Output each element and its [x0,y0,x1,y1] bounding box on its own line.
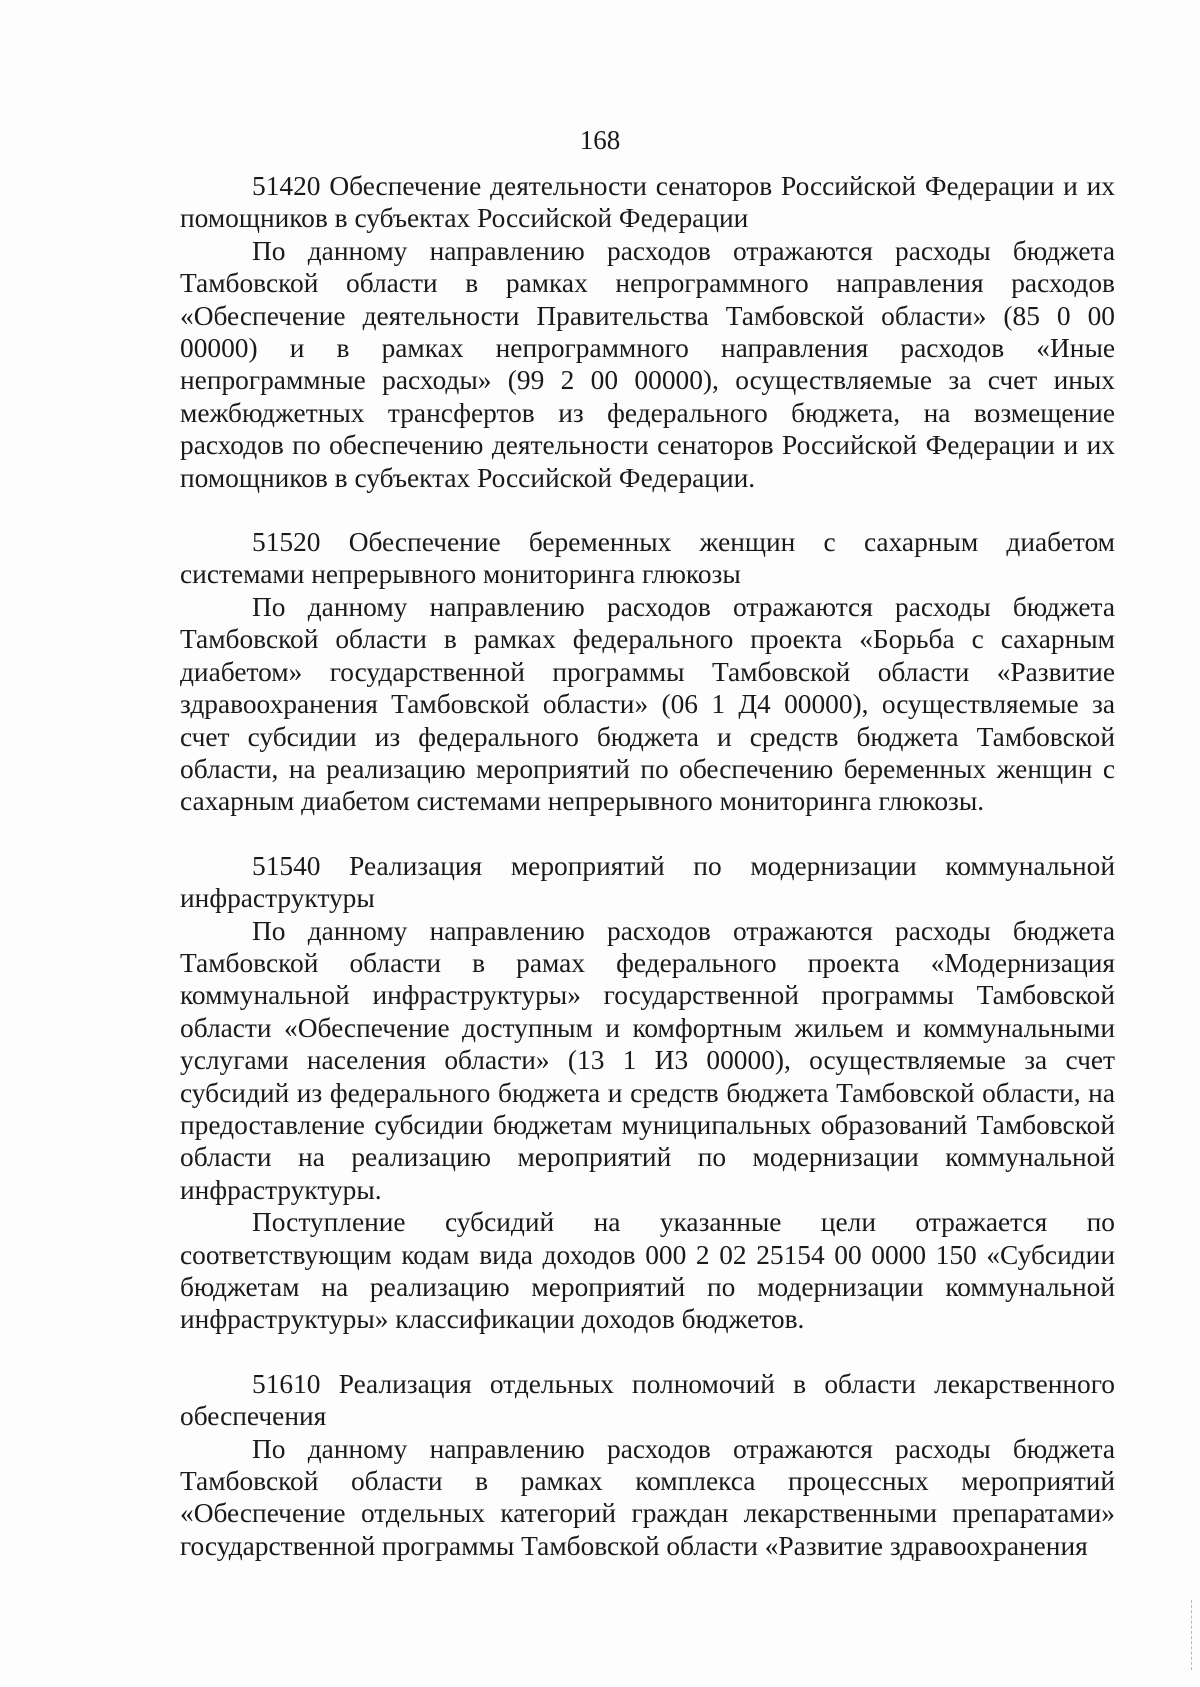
section-51610 [180,1368,1115,1562]
section-paragraph: По данному направлению расходов отражаются расходы бюджета Тамбовской области в рамах федерального проекта «Модернизация коммунальной инфраструктуры» государственной программы Тамбовской области «Обеспечение доступным и комфортным жильем и коммунальными услугами населения области» (13 1 И3 00000), осуществляемые за счет субсидий из федерального бюджета и средств бюджета Тамбовской области, на предоставление субсидии бюджетам муниципальных образований Тамбовской области на реализацию мероприятий по модернизации коммунальной инфраструктуры. [180,915,1115,1205]
section-51420 [180,170,1115,494]
section-51540 [180,850,1115,1336]
document-body [180,170,1115,1562]
section-paragraph: По данному направлению расходов отражаются расходы бюджета Тамбовской области в рамках непрограммного направления расходов «Обеспечение деятельности Правительства Тамбовской области» (85 0 00 00000) и в рамках непрограммного направления расходов «Иные непрограммные расходы» (99 2 00 00000), осуществляемые за счет иных межбюджетных трансфертов из федерального бюджета, на возмещение расходов по обеспечению деятельности сенаторов Российской Федерации и их помощников в субъектах Российской Федерации. [180,235,1115,493]
scan-edge-mark [1191,1600,1194,1670]
page-number: 168 [579,125,621,155]
section-heading: 51610 Реализация отдельных полномочий в области лекарственного обеспечения [180,1368,1115,1432]
section-heading: 51420 Обеспечение деятельности сенаторов Российской Федерации и их помощников в субъектах Российской Федерации [180,171,1115,234]
section-paragraph: По данному направлению расходов отражаются расходы бюджета Тамбовской области в рамках комплекса процессных мероприятий «Обеспечение отдельных категорий граждан лекарственными препаратами» государственной программы Тамбовской области «Развитие здравоохранения [180,1433,1115,1561]
section-paragraph: Поступление субсидий на указанные цели отражается по соответствующим кодам вида доходов 000 2 02 25154 00 0000 150 «Субсидии бюджетам на реализацию мероприятий по модернизации коммунальной инфраструктуры» классификации доходов бюджетов. [180,1207,1115,1335]
section-paragraph: По данному направлению расходов отражаются расходы бюджета Тамбовской области в рамках федерального проекта «Борьба с сахарным диабетом» государственной программы Тамбовской области «Развитие здравоохранения Тамбовской области» (06 1 Д4 00000), осуществляемые за счет субсидии из федерального бюджета и средств бюджета Тамбовской области, на реализацию мероприятий по обеспечению беременных женщин с сахарным диабетом системами непрерывного мониторинга глюкозы. [180,591,1115,817]
section-51520 [180,526,1115,818]
section-heading: 51520 Обеспечение беременных женщин с сахарным диабетом системами непрерывного мониторинга глюкозы [180,527,1115,590]
section-heading: 51540 Реализация мероприятий по модернизации коммунальной инфраструктуры [180,850,1115,914]
